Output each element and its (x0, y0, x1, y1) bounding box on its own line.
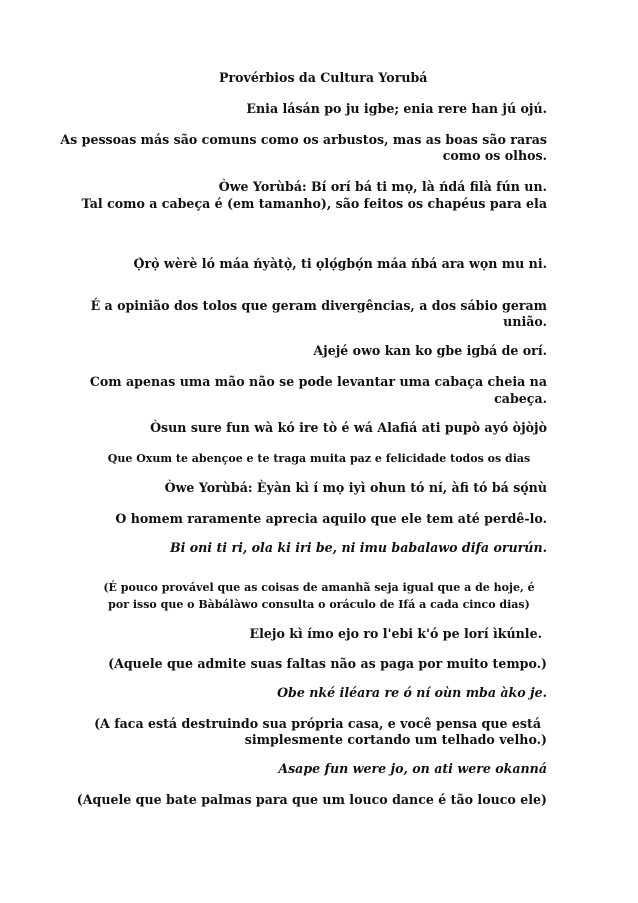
proverb-yoruba-3: Ọ̀rọ̀ wèrè ló máa ńyàtọ̀, ti ọlọ́gbọ́n máa ńbá ara wọn mu ni. (133, 256, 547, 271)
translation-1-line-2: como os olhos. (442, 148, 547, 163)
translation-3-line-2: união. (503, 314, 547, 329)
translation-4-line-1: Com apenas uma mão não se pode levantar uma cabaça cheia na (89, 374, 547, 389)
proverb-yoruba-4: Ajejé owo kan ko gbe igbá de orí. (313, 343, 547, 358)
proverb-yoruba-10: Asape fun were jo, on ati were okanná (278, 761, 547, 776)
translation-5: Que Oxum te abençoe e te traga muita paz e felicidade todos os dias (107, 452, 531, 465)
proverb-yoruba-9: Obe nké iléara re ó ní oùn mba àko je. (277, 685, 547, 700)
translation-1-line-1: As pessoas más são comuns como os arbustos, mas as boas são raras (60, 132, 547, 147)
translation-3-line-1: É a opinião dos tolos que geram divergências, a dos sábio geram (90, 298, 547, 313)
proverb-yoruba-1: Enia lásán po ju igbe; enia rere han jú ojú. (246, 101, 547, 116)
translation-6: O homem raramente aprecia aquilo que ele tem até perdê-lo. (115, 511, 547, 526)
translation-2: Tal como a cabeça é (em tamanho), são feitos os chapéus para ela (81, 196, 547, 211)
translation-10: (Aquele que bate palmas para que um louco dance é tão louco ele) (76, 792, 547, 807)
translation-4-line-2: cabeça. (494, 391, 547, 406)
proverb-yoruba-7: Bi oni ti ri, ola ki iri be, ni imu babalawo difa orurún. (169, 540, 547, 555)
translation-7-line-2: por isso que o Bàbálàwo consulta o oráculo de Ifá a cada cinco dias) (108, 598, 530, 611)
proverb-yoruba-8: Elejo kì ímo ejo ro l'ebi k'ó pe lorí ìkúnle. (249, 626, 542, 641)
proverb-yoruba-2: Òwe Yorùbá: Bí orí bá ti mọ, là ńdá filà fún un. (218, 179, 547, 194)
translation-8: (Aquele que admite suas faltas não as paga por muito tempo.) (108, 656, 547, 671)
translation-9-line-2: simplesmente cortando um telhado velho.) (244, 732, 547, 747)
translation-7-line-1: (É pouco provável que as coisas de amanhã seja igual que a de hoje, é (103, 581, 535, 594)
proverb-yoruba-5: Òsun sure fun wà kó ire tò é wá Alafiá ati pupò ayó òjòjò (150, 420, 547, 435)
document-title: Provérbios da Cultura Yorubá (219, 70, 428, 85)
translation-9-line-1: (A faca está destruindo sua própria casa, e você pensa que está (94, 716, 541, 731)
proverb-yoruba-6: Òwe Yorùbá: Èyàn kì í mọ iyì ohun tó ní, àfi tó bá sọ̣́nù (164, 480, 547, 495)
